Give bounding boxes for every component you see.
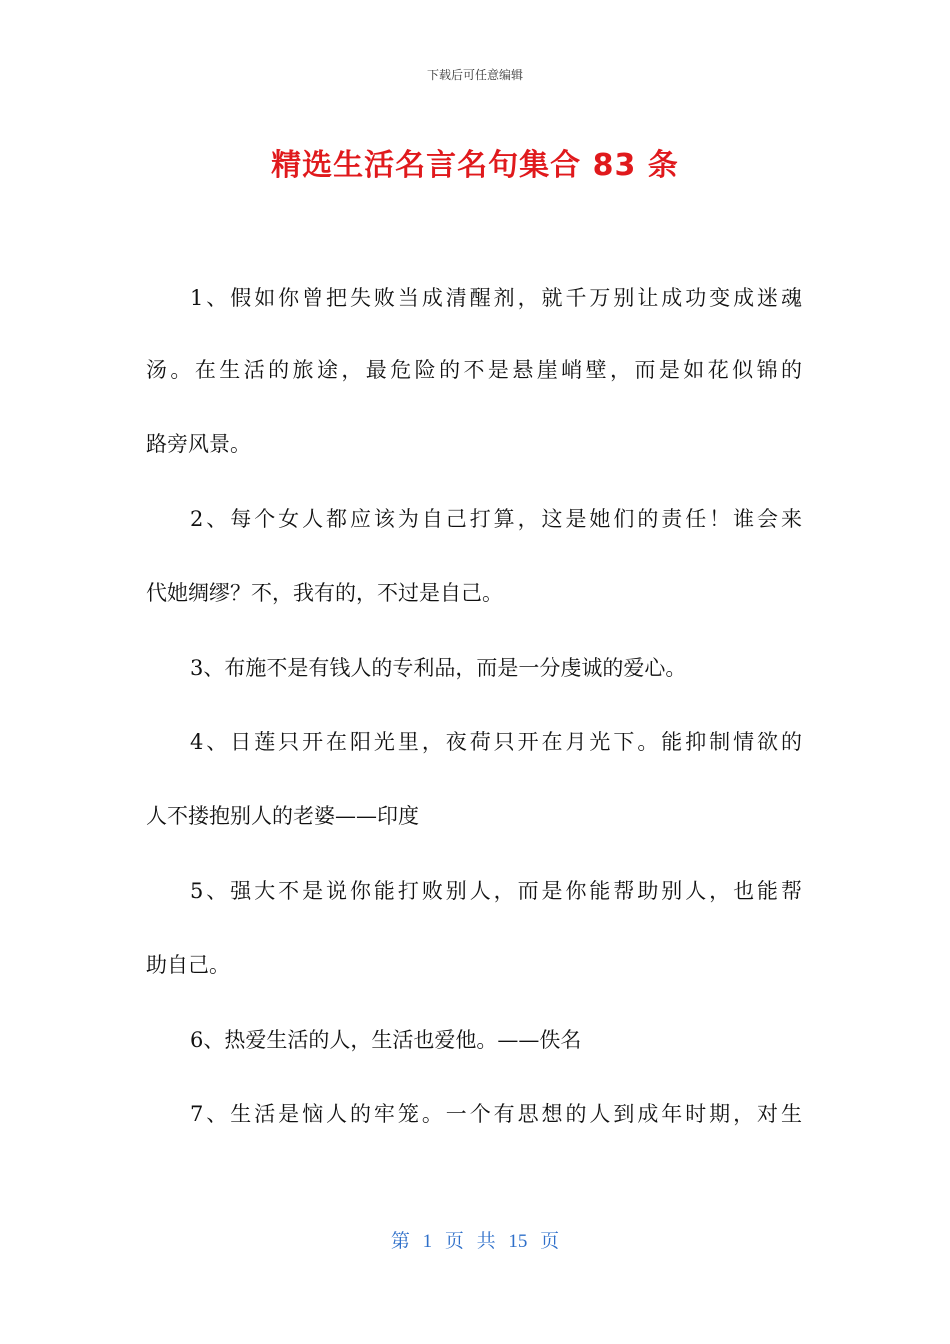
paragraph-1-line-3: 路旁风景。 — [146, 432, 251, 456]
page-number-footer: 第 1 页 共 15 页 — [390, 1231, 560, 1252]
paragraph-3-line-1: 3、布施不是有钱人的专利品，而是一分虔诚的爱心。 — [190, 656, 687, 680]
paragraph-2-line-1: 2、每个女人都应该为自己打算，这是她们的责任！谁会来 — [190, 507, 802, 531]
paragraph-4-line-1: 4、日莲只开在阳光里，夜荷只开在月光下。能抑制情欲的 — [190, 730, 802, 754]
paragraph-1-line-2: 汤。在生活的旅途，最危险的不是悬崖峭壁，而是如花似锦的 — [146, 358, 802, 382]
paragraph-7-line-1: 7、生活是恼人的牢笼。一个有思想的人到成年时期，对生 — [190, 1102, 802, 1126]
paragraph-6-line-1: 6、热爱生活的人，生活也爱他。——佚名 — [190, 1028, 582, 1052]
paragraph-2-line-2: 代她绸缪？不，我有的，不过是自己。 — [146, 581, 503, 605]
paragraph-5-line-1: 5、强大不是说你能打败别人，而是你能帮助别人，也能帮 — [190, 879, 802, 903]
paragraph-5-line-2: 助自己。 — [146, 953, 230, 977]
paragraph-4-line-2: 人不搂抱别人的老婆——印度 — [146, 804, 419, 828]
paragraph-1-line-1: 1、假如你曾把失败当成清醒剂，就千万别让成功变成迷魂 — [190, 286, 802, 310]
header-note: 下载后可任意编辑 — [426, 68, 523, 82]
document-title: 精选生活名言名句集合 83 条 — [271, 148, 679, 183]
